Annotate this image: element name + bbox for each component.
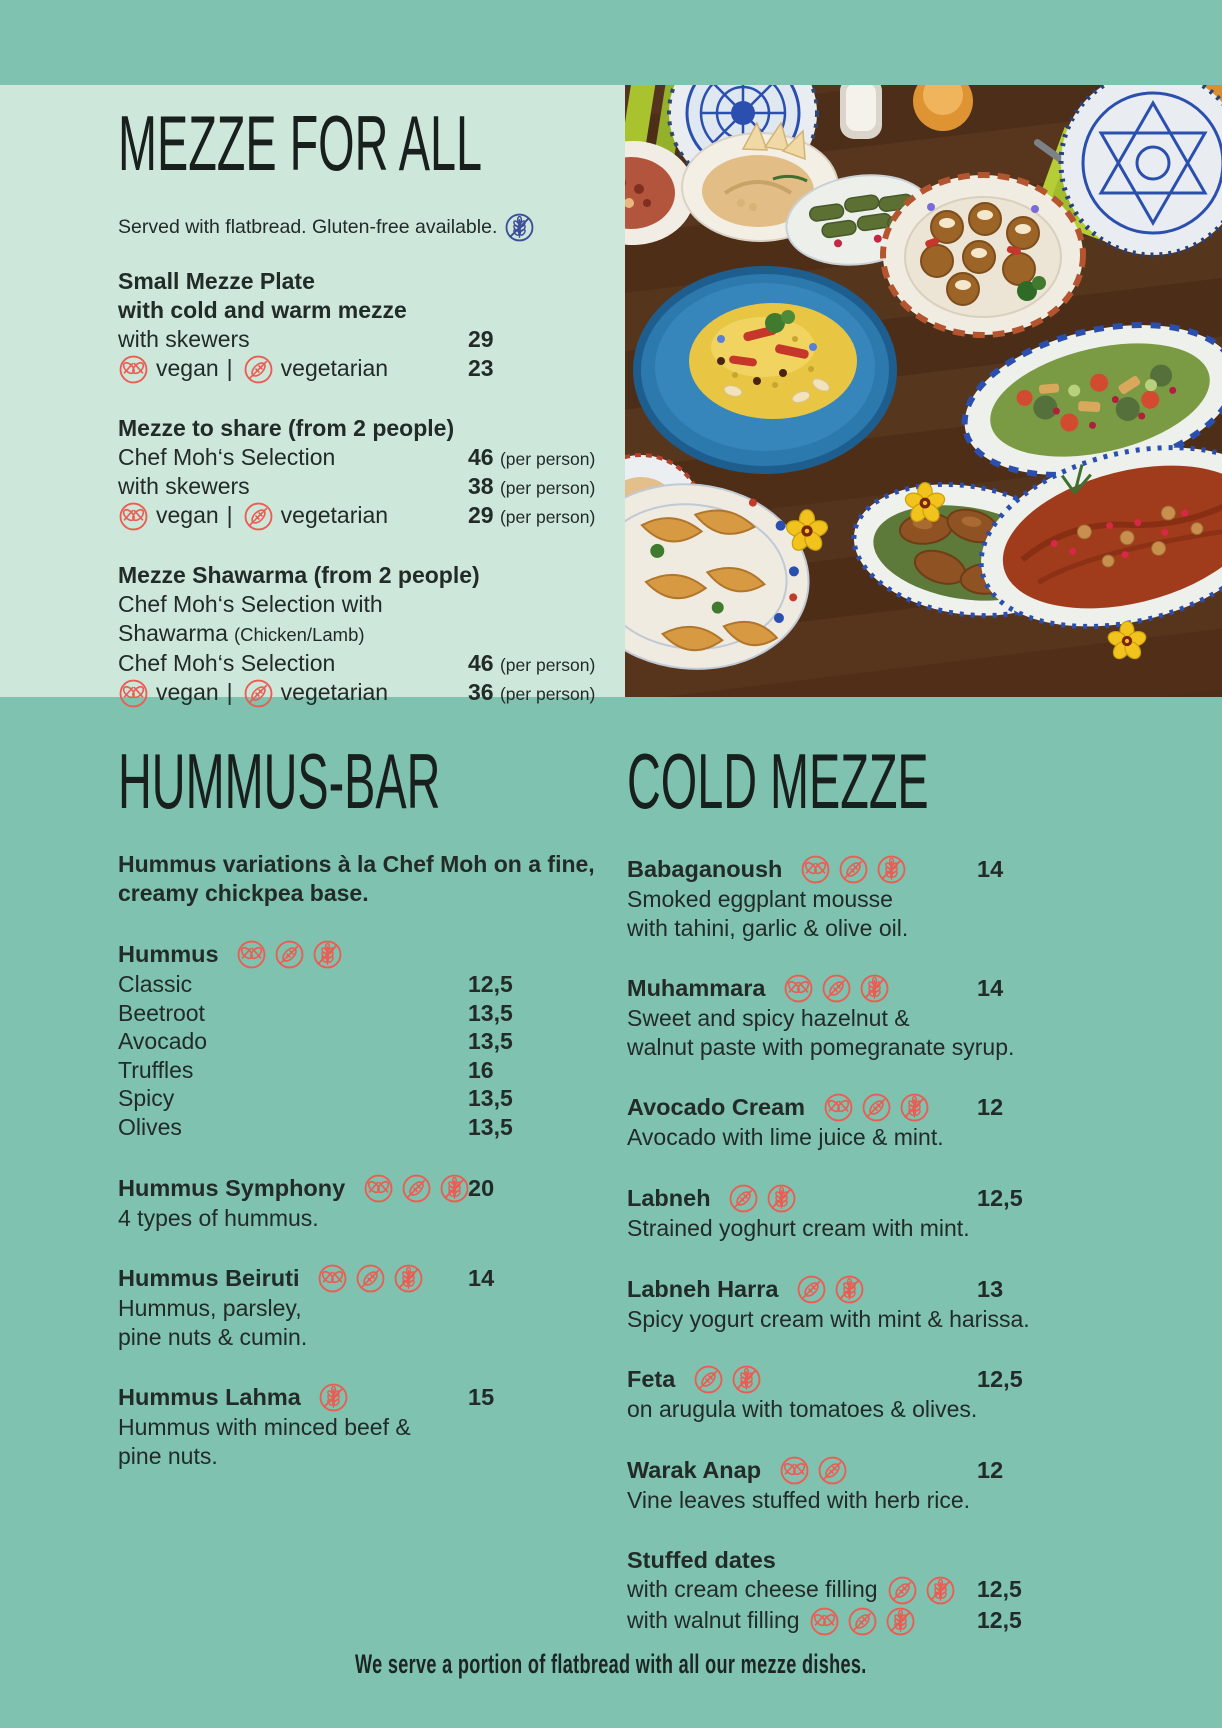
variant-row — [118, 1113, 598, 1142]
price: 38 (per person) — [468, 473, 596, 499]
diet-icons — [887, 1575, 956, 1606]
price-unit: (per person) — [499, 507, 596, 527]
group-heading: Mezze Shawarma (from 2 people) — [118, 562, 480, 588]
gluten-free-icon — [439, 1173, 470, 1204]
price-unit: (per person) — [499, 684, 596, 704]
diet-icons — [318, 1382, 349, 1413]
item-name-row — [627, 973, 1167, 1004]
gluten-free-icon — [899, 1092, 930, 1123]
item-name-row — [627, 1364, 1167, 1395]
menu-row — [118, 590, 623, 649]
item-description: walnut paste with pomegranate syrup. — [627, 1033, 1015, 1060]
note-text: Served with flatbread. Gluten-free available. — [118, 216, 498, 238]
row-suffix: (Chicken/Lamb) — [233, 624, 365, 645]
variant-row — [118, 1056, 598, 1085]
separator: | — [226, 355, 233, 381]
vegan-icon — [809, 1606, 840, 1637]
menu-row — [118, 472, 623, 501]
section-title-hummus-bar: HUMMUS-BAR — [118, 737, 441, 825]
cold-mezze-section — [627, 697, 1167, 1637]
vegan-label: vegan — [156, 502, 219, 528]
row-label: with skewers — [118, 326, 250, 352]
row-label: with walnut filling — [627, 1607, 800, 1634]
vegetarian-icon — [847, 1606, 878, 1637]
gluten-free-icon — [885, 1606, 916, 1637]
vegetarian-icon — [796, 1274, 827, 1305]
menu-item-warak-anap — [627, 1455, 1167, 1515]
item-name-row — [118, 1263, 598, 1294]
section-title-cold-mezze: COLD MEZZE — [627, 737, 929, 825]
item-name: Babaganoush — [627, 856, 783, 882]
item-name-row — [627, 1183, 1167, 1214]
diet-options-row — [118, 354, 623, 385]
menu-item-labneh — [627, 1183, 1167, 1243]
vegan-icon — [118, 501, 149, 532]
diet-icons — [728, 1183, 797, 1214]
intro-line: creamy chickpea base. — [118, 880, 369, 906]
item-description: pine nuts. — [118, 1442, 218, 1469]
price: 14 — [468, 1265, 495, 1292]
price: 12,5 — [977, 1607, 1022, 1634]
item-name: Labneh — [627, 1184, 711, 1211]
menu-item-avocado-cream — [627, 1092, 1167, 1152]
variant-label: Avocado — [118, 1028, 208, 1055]
row-label: with skewers — [118, 473, 250, 499]
gluten-free-icon — [766, 1183, 797, 1214]
gluten-free-icon — [731, 1364, 762, 1395]
diet-icons — [800, 854, 907, 885]
vegetarian-icon — [838, 854, 869, 885]
section-note — [118, 212, 623, 243]
gluten-free-icon — [318, 1382, 349, 1413]
variant-label: Truffles — [118, 1056, 194, 1083]
price-unit: (per person) — [499, 478, 596, 498]
item-description: Spicy yogurt cream with mint & harissa. — [627, 1305, 1030, 1332]
item-description: Sweet and spicy hazelnut & — [627, 1005, 910, 1032]
variant-label: Beetroot — [118, 999, 205, 1026]
gluten-free-icon — [876, 854, 907, 885]
gluten-free-icon — [834, 1274, 865, 1305]
variant-row — [118, 1027, 598, 1056]
item-description: Smoked eggplant mousse — [627, 886, 893, 912]
price: 36 (per person) — [468, 679, 596, 705]
price: 13,5 — [468, 1028, 513, 1055]
vegan-icon — [800, 854, 831, 885]
group-heading: with cold and warm mezze — [118, 297, 407, 323]
diet-icons — [317, 1263, 424, 1294]
footer-text: We serve a portion of flatbread with all our mezze dishes. — [355, 1649, 867, 1679]
gluten-free-icon — [859, 973, 890, 1004]
gluten-free-icon — [504, 212, 535, 243]
item-name: Warak Anap — [627, 1456, 762, 1483]
menu-item-feta — [627, 1364, 1167, 1424]
vegan-icon — [118, 354, 149, 385]
water-glass — [840, 85, 882, 139]
menu-group-small-mezze-plate — [118, 267, 623, 385]
vegan-icon — [779, 1455, 810, 1486]
item-name-row — [627, 1092, 1167, 1123]
mezze-for-all-section — [118, 85, 623, 709]
sub-item-row — [627, 1575, 1167, 1606]
menu-item-babaganoush — [627, 854, 1167, 942]
vegan-icon — [783, 973, 814, 1004]
item-name-row — [118, 1382, 598, 1413]
item-name: Feta — [627, 1366, 676, 1393]
menu-group-mezze-shawarma — [118, 561, 623, 709]
price: 29 (per person) — [468, 502, 596, 528]
diet-icons — [363, 1173, 470, 1204]
diet-icons — [809, 1606, 916, 1637]
item-name-row — [627, 1455, 1167, 1486]
vegetarian-icon — [274, 939, 305, 970]
menu-item-hummus-beiruti — [118, 1263, 598, 1351]
menu-row — [118, 443, 623, 472]
diet-icons — [693, 1364, 762, 1395]
gluten-free-icon — [925, 1575, 956, 1606]
variant-label: Olives — [118, 1113, 182, 1140]
price: 12,5 — [977, 1576, 1022, 1603]
vegetarian-icon — [821, 973, 852, 1004]
vegetarian-icon — [693, 1364, 724, 1395]
price: 14 — [977, 856, 1004, 882]
variant-label: Spicy — [118, 1085, 175, 1112]
vegan-label: vegan — [156, 355, 219, 381]
price: 12 — [977, 1456, 1004, 1483]
vegetarian-icon — [243, 501, 274, 532]
vegan-icon — [823, 1092, 854, 1123]
vegan-icon — [317, 1263, 348, 1294]
item-description: on arugula with tomatoes & olives. — [627, 1396, 978, 1423]
menu-row — [118, 325, 623, 354]
variant-label: Classic — [118, 971, 193, 997]
diet-icons — [236, 939, 343, 970]
price-unit: (per person) — [499, 449, 596, 469]
mezze-photo — [625, 85, 1222, 697]
item-name-row — [627, 854, 1167, 885]
menu-row — [118, 649, 623, 678]
diet-icons — [823, 1092, 930, 1123]
gluten-free-icon — [393, 1263, 424, 1294]
item-name: Hummus Beiruti — [118, 1265, 300, 1292]
vegan-icon — [236, 939, 267, 970]
separator: | — [226, 679, 233, 705]
row-label: Chef Moh‘s Selection — [118, 444, 336, 470]
row-label: with cream cheese filling — [627, 1576, 878, 1603]
item-name: Avocado Cream — [627, 1094, 806, 1121]
item-name-row — [118, 939, 598, 970]
menu-item-hummus-symphony — [118, 1173, 598, 1233]
vegetarian-icon — [401, 1173, 432, 1204]
falafel-plate — [883, 175, 1083, 335]
mezze-photo-illustration — [625, 85, 1222, 697]
menu-item-hummus-lahma — [118, 1382, 598, 1470]
price: 23 — [468, 355, 494, 381]
price: 12,5 — [468, 971, 513, 997]
item-name: Hummus Lahma — [118, 1384, 301, 1411]
variant-row — [118, 1084, 598, 1113]
item-description: Hummus, parsley, — [118, 1295, 302, 1322]
diet-icons — [796, 1274, 865, 1305]
vegetarian-icon — [355, 1263, 386, 1294]
page-title: MEZZE FOR ALL — [118, 99, 483, 187]
variant-row — [118, 970, 598, 999]
vegetarian-icon — [817, 1455, 848, 1486]
menu-item-hummus — [118, 939, 598, 1142]
menu-item-labneh-harra — [627, 1274, 1167, 1334]
vegetarian-icon — [243, 354, 274, 385]
price: 46 (per person) — [468, 650, 596, 676]
vegetarian-icon — [861, 1092, 892, 1123]
intro-line: Hummus variations à la Chef Moh on a fine, — [118, 851, 595, 877]
price: 46 (per person) — [468, 444, 596, 470]
price: 15 — [468, 1384, 495, 1411]
vegan-label: vegan — [156, 679, 219, 705]
price: 13,5 — [468, 1085, 513, 1112]
gluten-free-icon — [312, 939, 343, 970]
sub-item-row — [627, 1606, 1167, 1637]
price: 12,5 — [977, 1184, 1023, 1211]
item-description: Strained yoghurt cream with mint. — [627, 1214, 970, 1241]
item-name: Labneh Harra — [627, 1275, 779, 1302]
group-heading: Small Mezze Plate — [118, 268, 315, 294]
diet-icons — [783, 973, 890, 1004]
variant-row — [118, 999, 598, 1028]
price: 12 — [977, 1094, 1004, 1121]
price: 13,5 — [468, 1113, 513, 1140]
price: 20 — [468, 1174, 495, 1201]
item-description: Avocado with lime juice & mint. — [627, 1124, 944, 1151]
item-description: pine nuts & cumin. — [118, 1323, 308, 1350]
item-description: with tahini, garlic & olive oil. — [627, 914, 909, 941]
item-name: Hummus Symphony — [118, 1174, 346, 1201]
item-name-row — [627, 1274, 1167, 1305]
price: 13,5 — [468, 999, 513, 1026]
item-name-row — [118, 1173, 598, 1204]
price: 12,5 — [977, 1366, 1023, 1393]
item-description: Vine leaves stuffed with herb rice. — [627, 1486, 971, 1513]
section-intro — [118, 850, 598, 908]
hummus-bar-section — [118, 697, 598, 1471]
menu-group-mezze-to-share — [118, 414, 623, 532]
vegan-icon — [363, 1173, 394, 1204]
price: 13 — [977, 1275, 1004, 1302]
row-label: Chef Moh‘s Selection — [118, 650, 336, 676]
rice-plate — [637, 270, 893, 470]
menu-item-muhammara — [627, 973, 1167, 1061]
vegetarian-icon — [728, 1183, 759, 1214]
row-label: Chef Moh‘s Selection with Shawarma — [118, 591, 383, 646]
vegetarian-icon — [887, 1575, 918, 1606]
vegetarian-label: vegetarian — [280, 679, 389, 705]
diet-icons — [779, 1455, 848, 1486]
item-name: Stuffed dates — [627, 1547, 776, 1574]
vegetarian-label: vegetarian — [280, 355, 389, 381]
vegetarian-label: vegetarian — [280, 502, 389, 528]
item-name: Hummus — [118, 941, 219, 967]
item-description: Hummus with minced beef & — [118, 1414, 411, 1441]
group-heading: Mezze to share (from 2 people) — [118, 415, 455, 441]
price: 29 — [468, 326, 494, 352]
diet-options-row — [118, 501, 623, 532]
footer-note — [0, 1649, 1222, 1680]
item-name: Muhammara — [627, 975, 766, 1002]
price: 14 — [977, 975, 1004, 1002]
separator: | — [226, 502, 233, 528]
menu-item-stuffed-dates — [627, 1545, 1167, 1637]
price-unit: (per person) — [499, 655, 596, 675]
item-description: 4 types of hummus. — [118, 1204, 319, 1231]
item-name-row — [627, 1545, 1167, 1575]
price: 16 — [468, 1056, 494, 1083]
